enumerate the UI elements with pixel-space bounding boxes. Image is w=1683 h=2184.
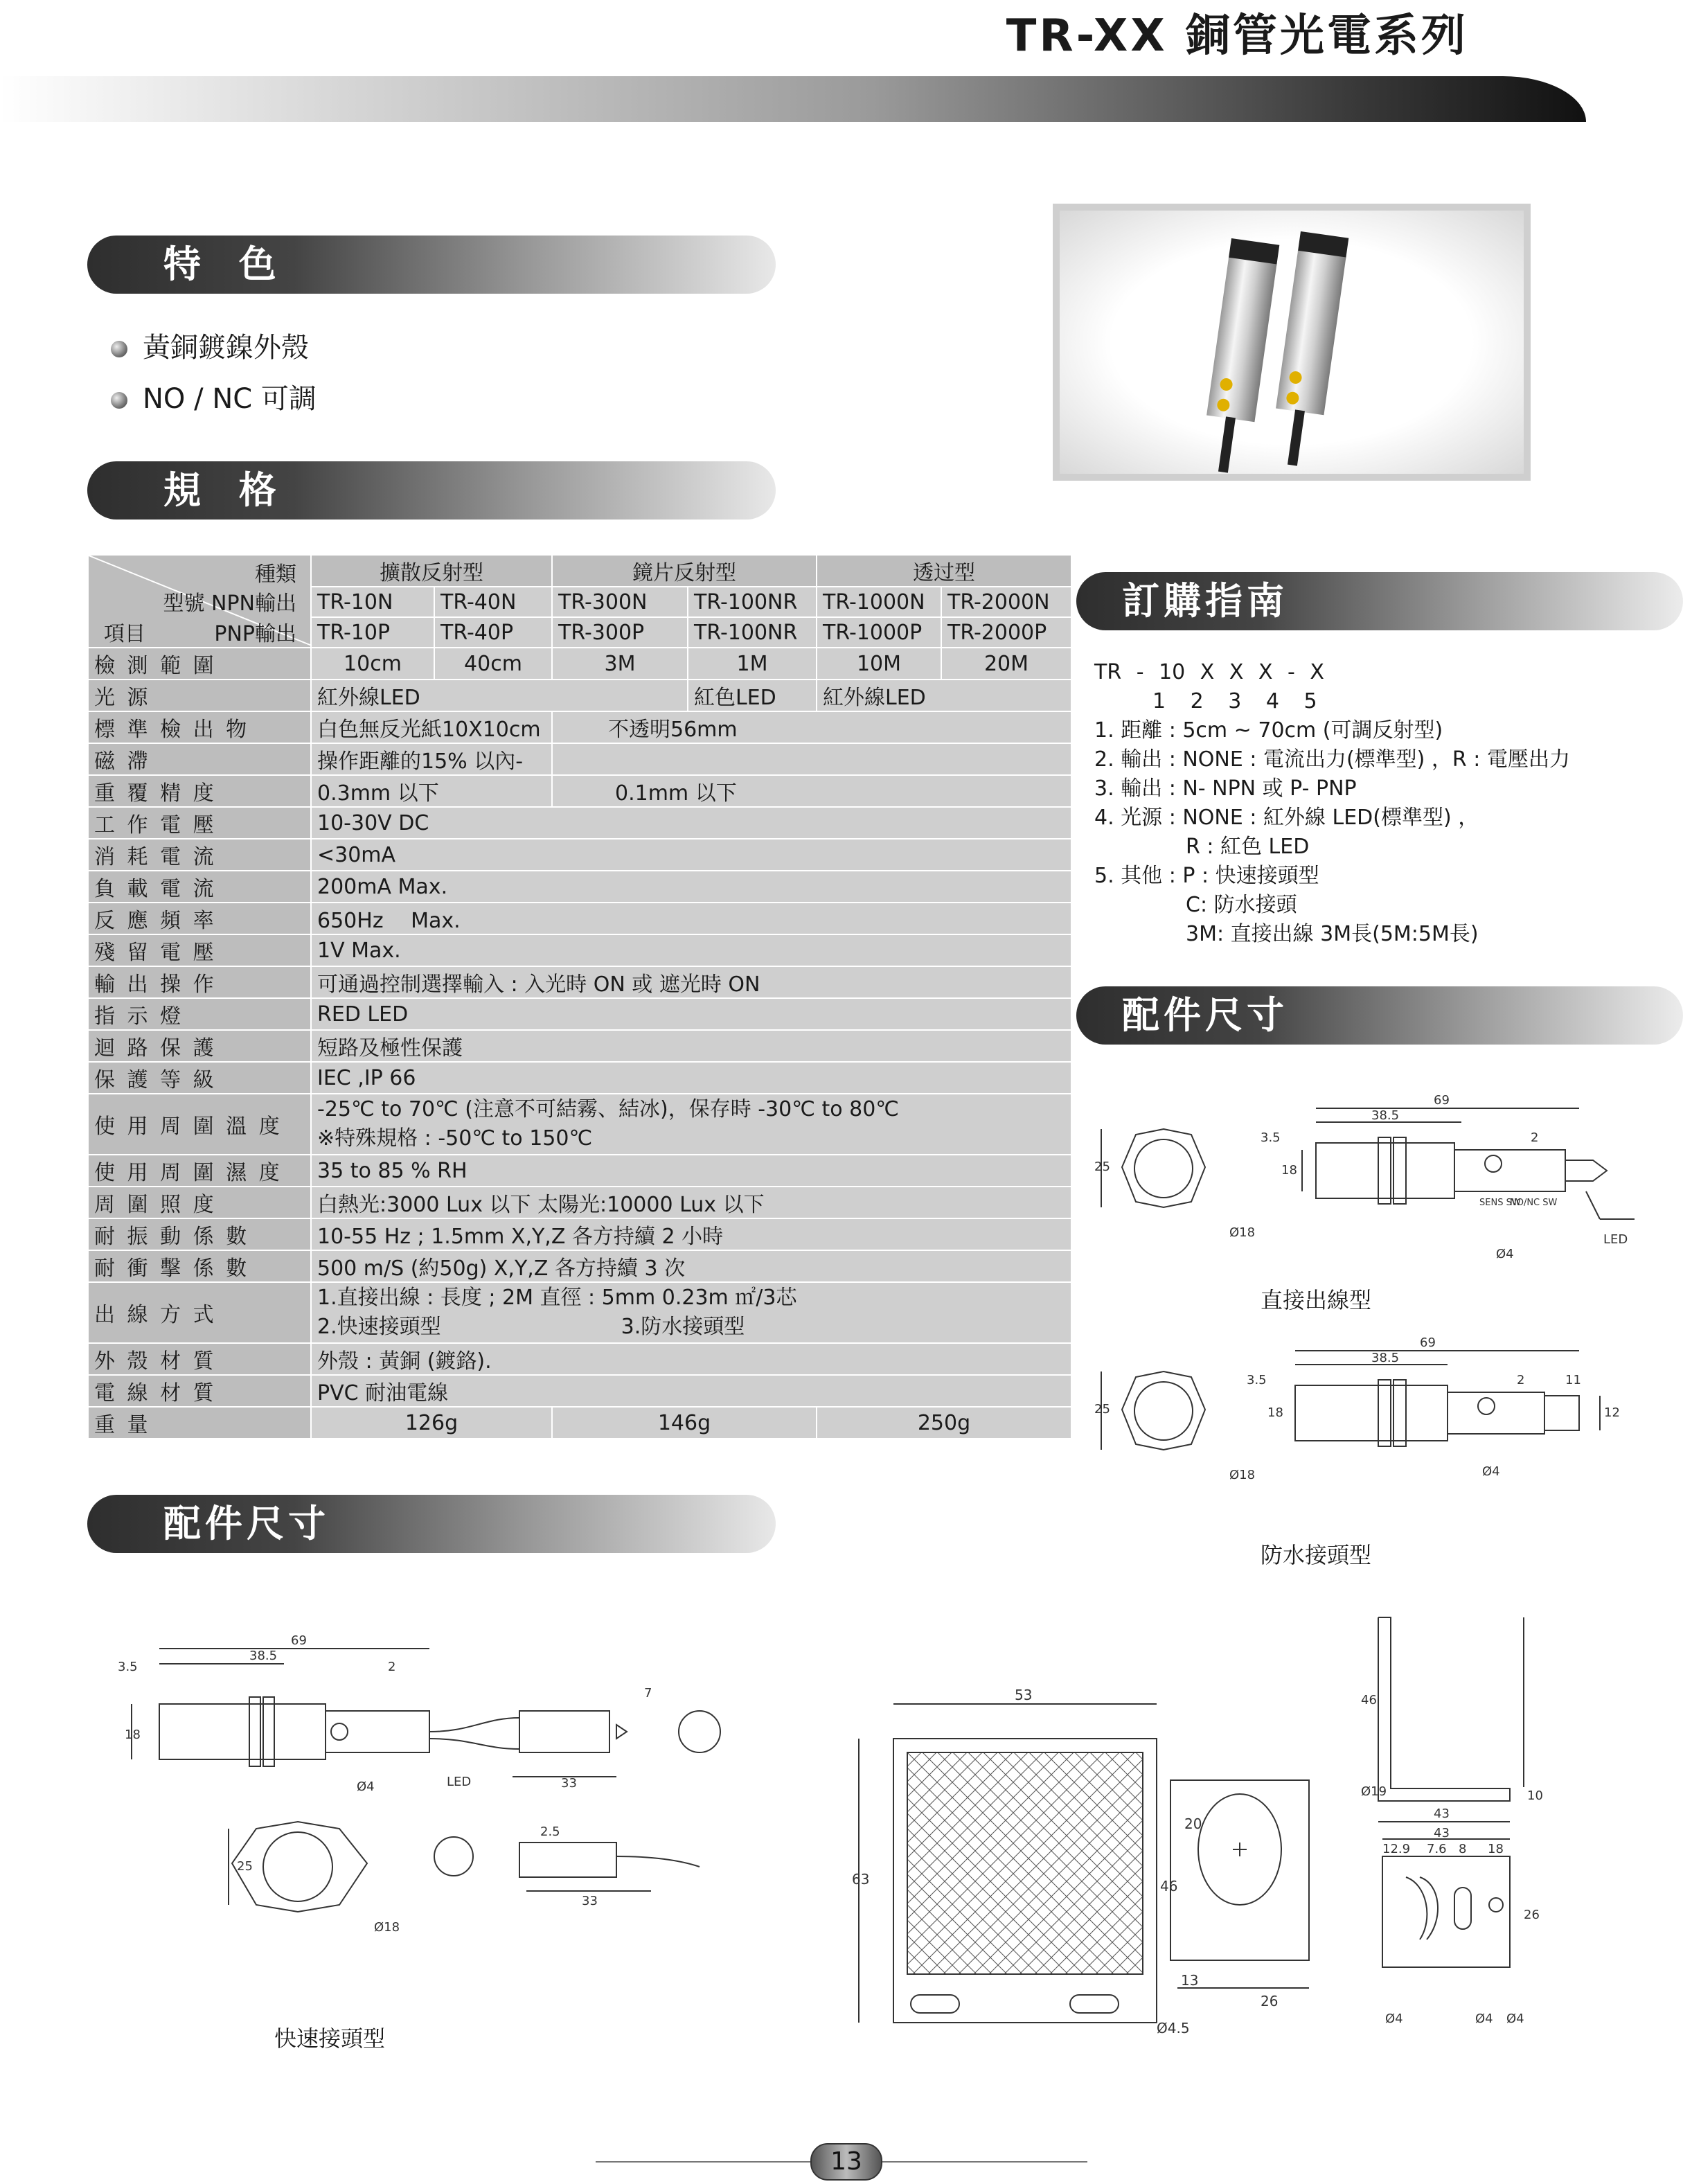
section-accessories-header: 配件尺寸 xyxy=(87,1495,776,1553)
dim-label: 18 xyxy=(1488,1842,1504,1856)
page-number: 13 xyxy=(810,2143,882,2181)
dim-label: 25 xyxy=(237,1859,253,1874)
dim-label: Ø4 xyxy=(1496,1247,1514,1261)
bullet-icon xyxy=(111,341,127,357)
dim-label: 2 xyxy=(1531,1130,1539,1145)
dim-label: 18 xyxy=(1267,1405,1283,1420)
dim-label: Ø4.5 xyxy=(1157,2020,1190,2036)
direct-wire-drawing xyxy=(1094,1093,1662,1261)
dim-label: 69 xyxy=(1420,1335,1436,1350)
type-header: 擴散反射型 xyxy=(311,555,552,587)
dim-label: 3.5 xyxy=(1247,1373,1267,1387)
table-row: 反 應 頻 率 650Hz Max. xyxy=(88,903,1071,934)
table-row: 電 線 材 質 PVC 耐油電線 xyxy=(88,1375,1071,1407)
dim-label: 8 xyxy=(1459,1842,1467,1856)
table-row: 使 用 周 圍 濕 度 35 to 85 % RH xyxy=(88,1155,1071,1187)
model-npn: TR-10N xyxy=(311,587,434,617)
drawing-caption: 快速接頭型 xyxy=(274,2025,386,2052)
dim-label: 69 xyxy=(291,1633,307,1648)
bullet-icon xyxy=(111,392,127,409)
table-row: 標 準 檢 出 物 白色無反光紙10X10cm 不透明56mm xyxy=(88,711,1071,743)
dim-label: 43 xyxy=(1434,1826,1450,1840)
dim-label: 53 xyxy=(1015,1687,1033,1703)
model-pnp: TR-2000P xyxy=(941,617,1071,648)
reflector-drawing xyxy=(838,1683,1337,2043)
model-pnp: TR-100NR xyxy=(688,617,817,648)
table-row: 光 源 紅外線LED 紅色LED 紅外線LED xyxy=(88,680,1071,711)
dim-label: 46 xyxy=(1361,1693,1377,1707)
model-npn: TR-300N xyxy=(552,587,688,617)
model-pnp: TR-10P xyxy=(311,617,434,648)
model-npn: TR-1000N xyxy=(817,587,941,617)
waterproof-drawing xyxy=(1094,1337,1662,1496)
table-row: 工 作 電 壓 10-30V DC xyxy=(88,807,1071,839)
dim-label: Ø18 xyxy=(1229,1468,1256,1482)
dim-label: 26 xyxy=(1261,1993,1279,2009)
section-order-guide-header: 訂購指南 xyxy=(1076,572,1683,630)
model-npn: TR-100NR xyxy=(688,587,817,617)
order-line: 3. 輸出 : N- NPN 或 P- PNP xyxy=(1094,776,1357,801)
dim-label: 38.5 xyxy=(1371,1351,1400,1365)
quick-connector-drawing xyxy=(111,1628,748,2016)
model-npn: TR-2000N xyxy=(941,587,1071,617)
spec-table xyxy=(87,554,1072,1439)
order-positions: 1 2 3 4 5 xyxy=(1152,689,1317,713)
table-row: 出 線 方 式 1.直接出線 : 長度 ; 2M 直徑 : 5mm 0.23m ㎡/3芯 2.快速接頭型 3.防水接頭型 xyxy=(88,1282,1071,1343)
dim-label: LED xyxy=(1603,1232,1628,1247)
drawing-caption: 直接出線型 xyxy=(1261,1287,1372,1313)
bracket-drawing xyxy=(1357,1614,1600,2043)
document-title: TR-XX 銅管光電系列 xyxy=(1006,10,1468,62)
table-row: 殘 留 電 壓 1V Max. xyxy=(88,934,1071,966)
section-specs-header: 規 格 xyxy=(87,461,776,520)
dim-label: SENS SW xyxy=(1479,1198,1521,1208)
table-row: 磁 滯 操作距離的15% 以內- xyxy=(88,743,1071,775)
section-accessories-right-header: 配件尺寸 xyxy=(1076,986,1683,1045)
dim-label: 7 xyxy=(644,1686,652,1701)
dim-label: 2.5 xyxy=(540,1825,560,1839)
dim-label: 43 xyxy=(1434,1806,1450,1821)
table-row: 保 護 等 級 IEC ,IP 66 xyxy=(88,1062,1071,1094)
table-row: 重 覆 精 度 0.3mm 以下 0.1mm 以下 xyxy=(88,775,1071,807)
dim-label: Ø18 xyxy=(1229,1225,1256,1240)
table-row: 檢 測 範 圍 10cm 40cm 3M 1M 10M 20M xyxy=(88,648,1071,680)
section-features-header: 特 色 xyxy=(87,236,776,294)
table-row: 周 圍 照 度 白熱光:3000 Lux 以下 太陽光:10000 Lux 以下 xyxy=(88,1187,1071,1218)
dim-label: Ø4 xyxy=(1385,2012,1403,2026)
product-photo xyxy=(1053,204,1531,481)
feature-item: NO / NC 可調 xyxy=(111,377,317,416)
order-line: 4. 光源 : NONE : 紅外線 LED(標準型) ， xyxy=(1094,806,1479,830)
dim-label: 3.5 xyxy=(118,1660,138,1674)
table-row: 輸 出 操 作 可通過控制選擇輸入 : 入光時 ON 或 遮光時 ON xyxy=(88,966,1071,998)
order-line: 3M: 直接出線 3M長(5M:5M長) xyxy=(1186,922,1479,946)
model-pnp: TR-1000P xyxy=(817,617,941,648)
table-row: 消 耗 電 流 <30mA xyxy=(88,839,1071,871)
dim-label: 46 xyxy=(1160,1878,1178,1894)
dim-label: 38.5 xyxy=(1371,1108,1400,1123)
feature-item: 黃銅鍍鎳外殼 xyxy=(111,326,309,365)
dim-label: 2 xyxy=(1517,1373,1525,1387)
dim-label: NO/NC SW xyxy=(1510,1198,1558,1208)
table-row: 耐 衝 擊 係 數 500 m/S (約50g) X,Y,Z 各方持續 3 次 xyxy=(88,1250,1071,1282)
dim-label: 12.9 xyxy=(1382,1842,1411,1856)
dim-label: 11 xyxy=(1565,1373,1581,1387)
table-row: 耐 振 動 係 數 10-55 Hz ; 1.5mm X,Y,Z 各方持續 2 小時 xyxy=(88,1218,1071,1250)
dim-label: 63 xyxy=(852,1871,870,1888)
order-line: R : 紅色 LED xyxy=(1186,835,1310,859)
type-header: 透过型 xyxy=(817,555,1071,587)
order-line: 5. 其他 : P : 快速接頭型 xyxy=(1094,864,1319,888)
dim-label: 13 xyxy=(1181,1972,1199,1989)
dim-label: 18 xyxy=(125,1728,141,1742)
dim-label: 25 xyxy=(1094,1402,1110,1417)
dim-label: Ø4 xyxy=(1482,1464,1500,1479)
model-npn: TR-40N xyxy=(434,587,552,617)
dim-label: LED xyxy=(447,1775,472,1789)
dim-label: 26 xyxy=(1524,1908,1540,1922)
table-row: 使 用 周 圍 溫 度 -25℃ to 70℃ (注意不可結霧、結冰)，保存時 -30℃ to 80℃ ※特殊規格 : -50℃ to 150℃ xyxy=(88,1094,1071,1155)
dim-label: 69 xyxy=(1434,1093,1450,1108)
dim-label: 3.5 xyxy=(1261,1130,1281,1145)
order-code: TR - 10 X X X - X xyxy=(1094,660,1324,684)
model-pnp: TR-300P xyxy=(552,617,688,648)
dim-label: 33 xyxy=(561,1776,577,1791)
dim-label: Ø4 xyxy=(1475,2012,1493,2026)
dim-label: 18 xyxy=(1281,1163,1297,1178)
dim-label: 20 xyxy=(1184,1815,1202,1832)
order-line: 1. 距離 : 5cm ~ 70cm (可調反射型) xyxy=(1094,718,1443,743)
model-pnp: TR-40P xyxy=(434,617,552,648)
dim-label: 12 xyxy=(1604,1405,1620,1420)
table-row: 指 示 燈 RED LED xyxy=(88,998,1071,1030)
dim-label: 33 xyxy=(582,1894,598,1908)
table-row: 迴 路 保 護 短路及極性保護 xyxy=(88,1030,1071,1062)
header-bar xyxy=(0,76,1586,122)
dim-label: 38.5 xyxy=(249,1649,278,1663)
dim-label: 25 xyxy=(1094,1160,1110,1174)
dim-label: Ø4 xyxy=(357,1779,375,1794)
type-header: 鏡片反射型 xyxy=(552,555,817,587)
order-guide xyxy=(1094,658,1570,949)
dim-label: Ø19 xyxy=(1361,1784,1387,1799)
dim-label: Ø18 xyxy=(374,1920,400,1935)
table-corner-cell: 種類 型號 NPN輸出 項目 PNP輸出 xyxy=(88,555,311,648)
dim-label: 10 xyxy=(1527,1788,1543,1803)
table-row: 外 殼 材 質 外殼 : 黃銅 (鍍鉻). xyxy=(88,1343,1071,1375)
table-row: 負 載 電 流 200mA Max. xyxy=(88,871,1071,903)
drawing-caption: 防水接頭型 xyxy=(1261,1542,1372,1568)
order-line: C: 防水接頭 xyxy=(1186,893,1297,917)
dim-label: Ø4 xyxy=(1506,2012,1524,2026)
dim-label: 7.6 xyxy=(1427,1842,1447,1856)
table-row: 重 量 126g 146g 250g xyxy=(88,1407,1071,1439)
dim-label: 2 xyxy=(388,1660,396,1674)
order-line: 2. 輸出 : NONE : 電流出力(標準型) ，R : 電壓出力 xyxy=(1094,747,1570,772)
